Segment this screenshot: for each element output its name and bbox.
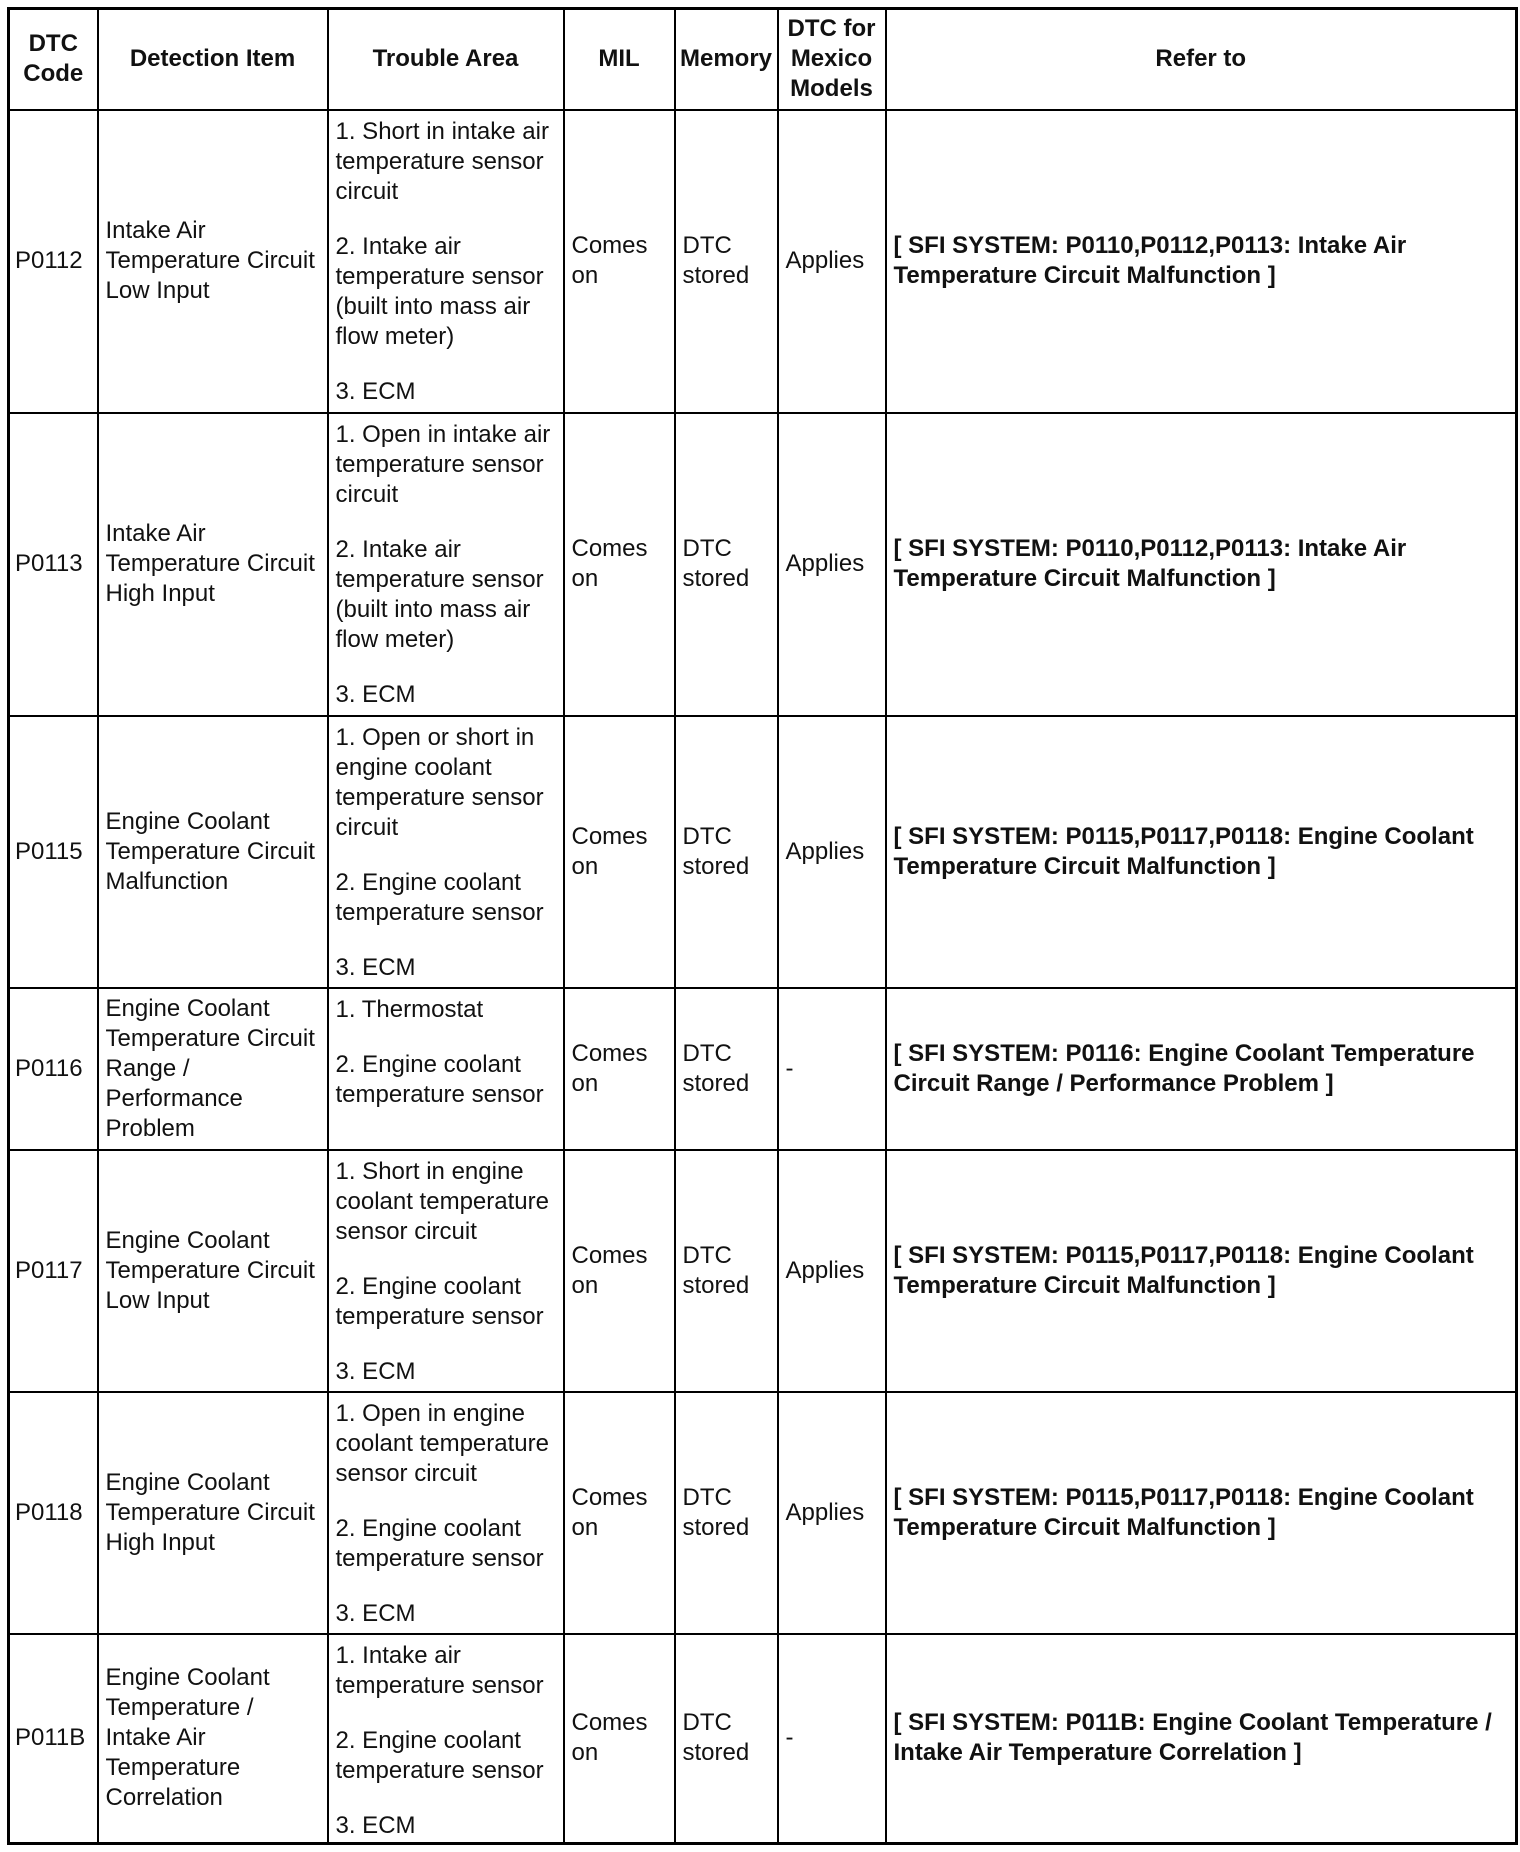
memory-cell: DTC stored [675,988,778,1150]
header-memory: Memory [675,9,778,110]
mil-cell: Comes on [564,716,675,988]
mil-cell: Comes on [564,1150,675,1392]
dtc-code-cell: P0116 [9,988,98,1150]
dtc-code-cell: P0113 [9,413,98,716]
table-row [9,988,1517,1150]
detection-item-cell: Engine Coolant Temperature Circuit Malfunction [98,716,328,988]
mexico-models-cell: - [778,1634,886,1844]
mexico-models-cell: Applies [778,716,886,988]
dtc-table-sheet [7,7,1515,1845]
table-header [9,9,1517,110]
dtc-code-cell: P0117 [9,1150,98,1392]
trouble-area-item: 3. ECM [335,1357,416,1385]
dtc-code-cell: P0112 [9,110,98,413]
header-refer-to: Refer to [886,9,1517,110]
header-mil: MIL [564,9,675,110]
memory-cell: DTC stored [675,413,778,716]
trouble-area-cell [328,988,564,1150]
memory-cell: DTC stored [675,110,778,413]
refer-to-link[interactable]: [ SFI SYSTEM: P0116: Engine Coolant Temperature Circuit Range / Performance Problem ] [886,988,1517,1150]
mil-cell: Comes on [564,110,675,413]
trouble-area-item: 3. ECM [335,953,416,981]
trouble-area-item: 3. ECM [335,1599,416,1627]
memory-cell: DTC stored [675,1392,778,1634]
table-body [9,110,1517,1844]
trouble-area-item: 2. Engine coolant temperature sensor [335,1272,544,1330]
detection-item-cell: Intake Air Temperature Circuit Low Input [98,110,328,413]
trouble-area-cell [328,1634,564,1844]
refer-to-link[interactable]: [ SFI SYSTEM: P011B: Engine Coolant Temperature / Intake Air Temperature Correlation ] [886,1634,1517,1844]
trouble-area-item: 3. ECM [335,377,416,405]
trouble-area-item: 1. Open in engine coolant temperature sensor circuit [335,1399,549,1487]
trouble-area-item: 1. Thermostat [335,995,484,1023]
mil-cell: Comes on [564,988,675,1150]
trouble-area-item: 1. Short in engine coolant temperature sensor circuit [335,1157,549,1245]
trouble-area-item: 1. Intake air temperature sensor [335,1641,544,1699]
table-row [9,413,1517,716]
refer-to-link[interactable]: [ SFI SYSTEM: P0115,P0117,P0118: Engine Coolant Temperature Circuit Malfunction ] [886,1392,1517,1634]
detection-item-cell: Engine Coolant Temperature / Intake Air Temperature Correlation [98,1634,328,1844]
detection-item-cell: Engine Coolant Temperature Circuit Low Input [98,1150,328,1392]
trouble-area-item: 1. Open in intake air temperature sensor circuit [335,420,551,508]
memory-cell: DTC stored [675,1634,778,1844]
trouble-area-cell [328,413,564,716]
trouble-area-item: 1. Short in intake air temperature sensor circuit [335,117,549,205]
trouble-area-item: 3. ECM [335,680,416,708]
refer-to-link[interactable]: [ SFI SYSTEM: P0110,P0112,P0113: Intake Air Temperature Circuit Malfunction ] [886,110,1517,413]
trouble-area-cell [328,716,564,988]
refer-to-link[interactable]: [ SFI SYSTEM: P0115,P0117,P0118: Engine Coolant Temperature Circuit Malfunction ] [886,716,1517,988]
mexico-models-cell: Applies [778,413,886,716]
mexico-models-cell: Applies [778,1150,886,1392]
trouble-area-item: 2. Engine coolant temperature sensor [335,868,544,926]
refer-to-link[interactable]: [ SFI SYSTEM: P0115,P0117,P0118: Engine Coolant Temperature Circuit Malfunction ] [886,1150,1517,1392]
table-row [9,1392,1517,1634]
refer-to-link[interactable]: [ SFI SYSTEM: P0110,P0112,P0113: Intake Air Temperature Circuit Malfunction ] [886,413,1517,716]
table-row [9,716,1517,988]
trouble-area-cell [328,1392,564,1634]
mexico-models-cell: - [778,988,886,1150]
dtc-table [7,7,1518,1845]
detection-item-cell: Engine Coolant Temperature Circuit Range / Performance Problem [98,988,328,1150]
trouble-area-item: 2. Engine coolant temperature sensor [335,1050,544,1108]
dtc-code-cell: P011B [9,1634,98,1844]
trouble-area-cell [328,110,564,413]
memory-cell: DTC stored [675,716,778,988]
mil-cell: Comes on [564,1392,675,1634]
header-row [9,9,1517,110]
memory-cell: DTC stored [675,1150,778,1392]
header-mexico-models: DTC for Mexico Models [778,9,886,110]
detection-item-cell: Engine Coolant Temperature Circuit High Input [98,1392,328,1634]
trouble-area-item: 2. Engine coolant temperature sensor [335,1726,544,1784]
table-row [9,110,1517,413]
trouble-area-cell [328,1150,564,1392]
trouble-area-item: 2. Intake air temperature sensor (built into mass air flow meter) [335,232,544,350]
trouble-area-item: 3. ECM [335,1811,416,1839]
table-row [9,1634,1517,1844]
header-trouble-area: Trouble Area [328,9,564,110]
dtc-code-cell: P0115 [9,716,98,988]
table-row [9,1150,1517,1392]
header-dtc-code: DTC Code [9,9,98,110]
header-detection-item: Detection Item [98,9,328,110]
detection-item-cell: Intake Air Temperature Circuit High Input [98,413,328,716]
mexico-models-cell: Applies [778,1392,886,1634]
mil-cell: Comes on [564,1634,675,1844]
trouble-area-item: 1. Open or short in engine coolant temperature sensor circuit [335,723,544,841]
trouble-area-item: 2. Engine coolant temperature sensor [335,1514,544,1572]
trouble-area-item: 2. Intake air temperature sensor (built into mass air flow meter) [335,535,544,653]
mil-cell: Comes on [564,413,675,716]
mexico-models-cell: Applies [778,110,886,413]
dtc-code-cell: P0118 [9,1392,98,1634]
